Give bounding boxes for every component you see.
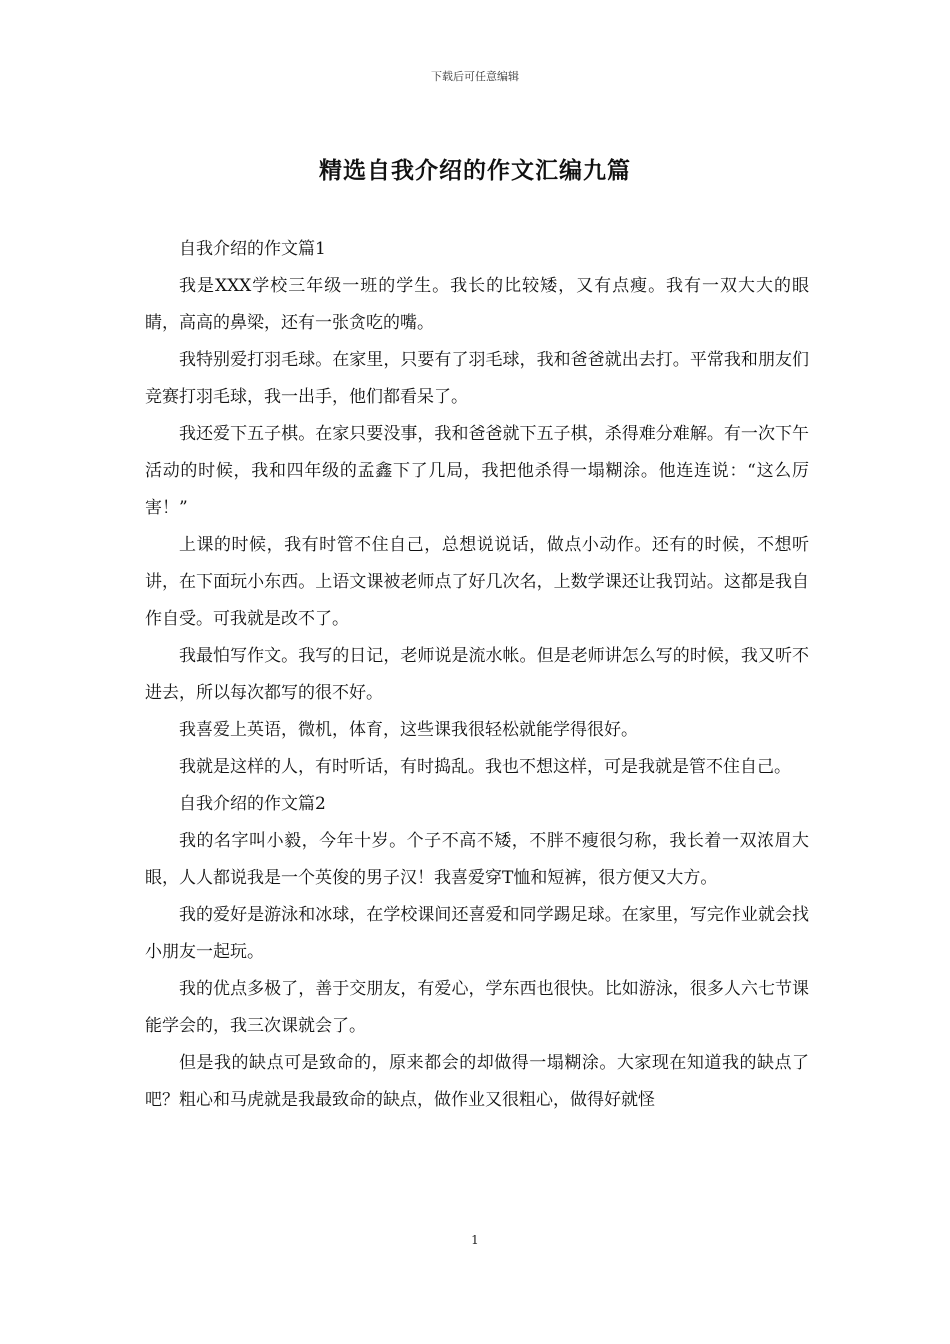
section-heading: 自我介绍的作文篇2	[179, 794, 326, 814]
header-note: 下载后可任意编辑	[431, 70, 519, 83]
paragraph: 我还爱下五子棋。在家只要没事，我和爸爸就下五子棋，杀得难分难解。有一次下午活动的时候，我和四年级的孟鑫下了几局，我把他杀得一塌糊涂。他连连说：“这么厉害！”	[145, 424, 809, 518]
paragraph: 我的名字叫小毅，今年十岁。个子不高不矮，不胖不瘦很匀称，我长着一双浓眉大眼，人人都说我是一个英俊的男子汉！我喜爱穿T恤和短裤，很方便又大方。	[145, 831, 809, 888]
paragraph: 我特别爱打羽毛球。在家里，只要有了羽毛球，我和爸爸就出去打。平常我和朋友们竞赛打羽毛球，我一出手，他们都看呆了。	[145, 350, 809, 407]
paragraph: 但是我的缺点可是致命的，原来都会的却做得一塌糊涂。大家现在知道我的缺点了吧？粗心和马虎就是我最致命的缺点，做作业又很粗心，做得好就怪	[145, 1053, 809, 1110]
section-heading: 自我介绍的作文篇1	[179, 239, 326, 259]
document-body	[145, 231, 809, 1119]
paragraph: 我最怕写作文。我写的日记，老师说是流水帐。但是老师讲怎么写的时候，我又听不进去，所以每次都写的很不好。	[145, 646, 809, 703]
paragraph: 我的爱好是游泳和冰球，在学校课间还喜爱和同学踢足球。在家里，写完作业就会找小朋友一起玩。	[145, 905, 809, 962]
paragraph: 上课的时候，我有时管不住自己，总想说说话，做点小动作。还有的时候，不想听讲，在下面玩小东西。上语文课被老师点了好几次名，上数学课还让我罚站。这都是我自作自受。可我就是改不了。	[145, 535, 809, 629]
paragraph: 我喜爱上英语，微机，体育，这些课我很轻松就能学得很好。	[179, 720, 638, 740]
paragraph: 我就是这样的人，有时听话，有时捣乱。我也不想这样，可是我就是管不住自己。	[179, 757, 791, 777]
document-title: 精选自我介绍的作文汇编九篇	[319, 158, 631, 184]
page-number: 1	[471, 1233, 479, 1247]
paragraph: 我是XXX学校三年级一班的学生。我长的比较矮，又有点瘦。我有一双大大的眼睛，高高的鼻梁，还有一张贪吃的嘴。	[145, 276, 809, 333]
paragraph: 我的优点多极了，善于交朋友，有爱心，学东西也很快。比如游泳，很多人六七节课能学会的，我三次课就会了。	[145, 979, 809, 1036]
